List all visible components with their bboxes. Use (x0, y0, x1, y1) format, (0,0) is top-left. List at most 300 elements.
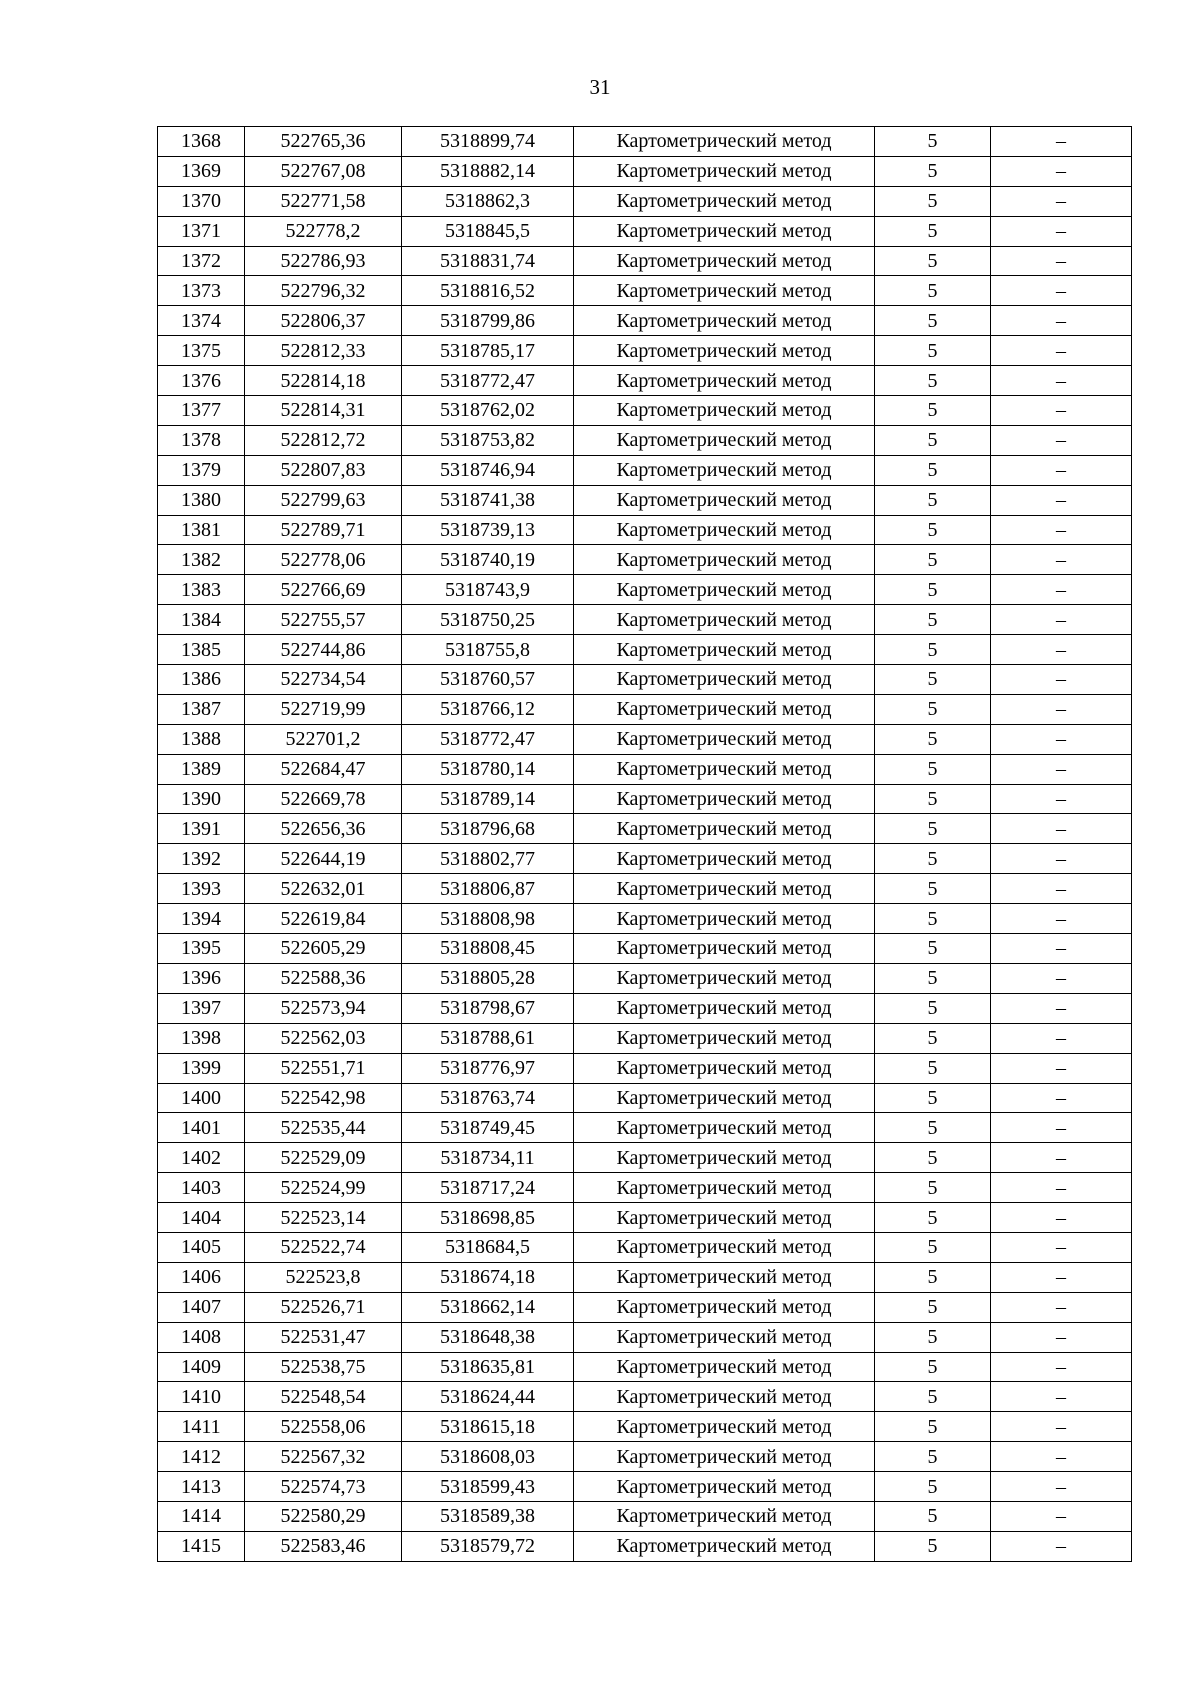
accuracy-cell: 5 (875, 575, 991, 605)
x-coordinate-cell: 522542,98 (245, 1083, 402, 1113)
table-row (158, 156, 1132, 186)
method-cell: Картометрический метод (574, 1442, 875, 1472)
accuracy-cell: 5 (875, 694, 991, 724)
accuracy-cell: 5 (875, 127, 991, 157)
accuracy-cell: 5 (875, 545, 991, 575)
accuracy-cell: 5 (875, 844, 991, 874)
table-row (158, 425, 1132, 455)
x-coordinate-cell: 522778,06 (245, 545, 402, 575)
accuracy-cell: 5 (875, 784, 991, 814)
y-coordinate-cell: 5318798,67 (402, 993, 574, 1023)
accuracy-cell: 5 (875, 1352, 991, 1382)
accuracy-cell: 5 (875, 1531, 991, 1561)
description-cell: – (991, 904, 1132, 934)
y-coordinate-cell: 5318772,47 (402, 366, 574, 396)
point-number-cell: 1386 (158, 665, 245, 695)
point-number-cell: 1395 (158, 934, 245, 964)
point-number-cell: 1407 (158, 1292, 245, 1322)
point-number-cell: 1369 (158, 156, 245, 186)
method-cell: Картометрический метод (574, 635, 875, 665)
description-cell: – (991, 425, 1132, 455)
description-cell: – (991, 1113, 1132, 1143)
method-cell: Картометрический метод (574, 1232, 875, 1262)
accuracy-cell: 5 (875, 1472, 991, 1502)
table-row (158, 814, 1132, 844)
method-cell: Картометрический метод (574, 665, 875, 695)
accuracy-cell: 5 (875, 276, 991, 306)
x-coordinate-cell: 522734,54 (245, 665, 402, 695)
x-coordinate-cell: 522567,32 (245, 1442, 402, 1472)
x-coordinate-cell: 522814,18 (245, 366, 402, 396)
x-coordinate-cell: 522526,71 (245, 1292, 402, 1322)
description-cell: – (991, 515, 1132, 545)
point-number-cell: 1376 (158, 366, 245, 396)
table-row (158, 1053, 1132, 1083)
y-coordinate-cell: 5318806,87 (402, 874, 574, 904)
description-cell: – (991, 1023, 1132, 1053)
y-coordinate-cell: 5318789,14 (402, 784, 574, 814)
y-coordinate-cell: 5318802,77 (402, 844, 574, 874)
description-cell: – (991, 336, 1132, 366)
x-coordinate-cell: 522789,71 (245, 515, 402, 545)
point-number-cell: 1393 (158, 874, 245, 904)
point-number-cell: 1399 (158, 1053, 245, 1083)
accuracy-cell: 5 (875, 1113, 991, 1143)
x-coordinate-cell: 522538,75 (245, 1352, 402, 1382)
table-row (158, 1083, 1132, 1113)
y-coordinate-cell: 5318743,9 (402, 575, 574, 605)
y-coordinate-cell: 5318749,45 (402, 1113, 574, 1143)
accuracy-cell: 5 (875, 993, 991, 1023)
description-cell: – (991, 1501, 1132, 1531)
method-cell: Картометрический метод (574, 1203, 875, 1233)
accuracy-cell: 5 (875, 904, 991, 934)
y-coordinate-cell: 5318845,5 (402, 216, 574, 246)
table-row (158, 1501, 1132, 1531)
accuracy-cell: 5 (875, 336, 991, 366)
description-cell: – (991, 874, 1132, 904)
accuracy-cell: 5 (875, 1143, 991, 1173)
accuracy-cell: 5 (875, 1262, 991, 1292)
y-coordinate-cell: 5318608,03 (402, 1442, 574, 1472)
method-cell: Картометрический метод (574, 874, 875, 904)
description-cell: – (991, 993, 1132, 1023)
table-row (158, 1232, 1132, 1262)
method-cell: Картометрический метод (574, 1472, 875, 1502)
table-row (158, 844, 1132, 874)
method-cell: Картометрический метод (574, 1083, 875, 1113)
accuracy-cell: 5 (875, 455, 991, 485)
description-cell: – (991, 276, 1132, 306)
table-row (158, 276, 1132, 306)
accuracy-cell: 5 (875, 934, 991, 964)
table-row (158, 336, 1132, 366)
point-number-cell: 1368 (158, 127, 245, 157)
accuracy-cell: 5 (875, 1501, 991, 1531)
table-row (158, 455, 1132, 485)
point-number-cell: 1396 (158, 963, 245, 993)
description-cell: – (991, 575, 1132, 605)
x-coordinate-cell: 522574,73 (245, 1472, 402, 1502)
point-number-cell: 1380 (158, 485, 245, 515)
accuracy-cell: 5 (875, 1412, 991, 1442)
point-number-cell: 1411 (158, 1412, 245, 1442)
method-cell: Картометрический метод (574, 963, 875, 993)
x-coordinate-cell: 522799,63 (245, 485, 402, 515)
point-number-cell: 1387 (158, 694, 245, 724)
accuracy-cell: 5 (875, 1292, 991, 1322)
method-cell: Картометрический метод (574, 545, 875, 575)
table-row (158, 1442, 1132, 1472)
method-cell: Картометрический метод (574, 515, 875, 545)
y-coordinate-cell: 5318615,18 (402, 1412, 574, 1442)
x-coordinate-cell: 522786,93 (245, 246, 402, 276)
description-cell: – (991, 156, 1132, 186)
y-coordinate-cell: 5318624,44 (402, 1382, 574, 1412)
method-cell: Картометрический метод (574, 1113, 875, 1143)
y-coordinate-cell: 5318648,38 (402, 1322, 574, 1352)
x-coordinate-cell: 522765,36 (245, 127, 402, 157)
x-coordinate-cell: 522766,69 (245, 575, 402, 605)
x-coordinate-cell: 522632,01 (245, 874, 402, 904)
y-coordinate-cell: 5318599,43 (402, 1472, 574, 1502)
coordinates-table-body (158, 127, 1132, 1562)
method-cell: Картометрический метод (574, 724, 875, 754)
point-number-cell: 1412 (158, 1442, 245, 1472)
description-cell: – (991, 605, 1132, 635)
x-coordinate-cell: 522807,83 (245, 455, 402, 485)
description-cell: – (991, 934, 1132, 964)
y-coordinate-cell: 5318760,57 (402, 665, 574, 695)
table-row (158, 366, 1132, 396)
description-cell: – (991, 1382, 1132, 1412)
method-cell: Картометрический метод (574, 754, 875, 784)
accuracy-cell: 5 (875, 396, 991, 426)
method-cell: Картометрический метод (574, 904, 875, 934)
method-cell: Картометрический метод (574, 694, 875, 724)
point-number-cell: 1410 (158, 1382, 245, 1412)
y-coordinate-cell: 5318816,52 (402, 276, 574, 306)
x-coordinate-cell: 522531,47 (245, 1322, 402, 1352)
method-cell: Картометрический метод (574, 1143, 875, 1173)
table-row (158, 904, 1132, 934)
point-number-cell: 1413 (158, 1472, 245, 1502)
description-cell: – (991, 216, 1132, 246)
method-cell: Картометрический метод (574, 1352, 875, 1382)
table-row (158, 605, 1132, 635)
description-cell: – (991, 1442, 1132, 1472)
accuracy-cell: 5 (875, 635, 991, 665)
accuracy-cell: 5 (875, 366, 991, 396)
table-row (158, 396, 1132, 426)
accuracy-cell: 5 (875, 1322, 991, 1352)
x-coordinate-cell: 522588,36 (245, 963, 402, 993)
y-coordinate-cell: 5318674,18 (402, 1262, 574, 1292)
point-number-cell: 1371 (158, 216, 245, 246)
point-number-cell: 1383 (158, 575, 245, 605)
description-cell: – (991, 1232, 1132, 1262)
point-number-cell: 1370 (158, 186, 245, 216)
x-coordinate-cell: 522744,86 (245, 635, 402, 665)
method-cell: Картометрический метод (574, 276, 875, 306)
method-cell: Картометрический метод (574, 156, 875, 186)
method-cell: Картометрический метод (574, 1412, 875, 1442)
method-cell: Картометрический метод (574, 336, 875, 366)
point-number-cell: 1408 (158, 1322, 245, 1352)
x-coordinate-cell: 522619,84 (245, 904, 402, 934)
y-coordinate-cell: 5318739,13 (402, 515, 574, 545)
description-cell: – (991, 306, 1132, 336)
description-cell: – (991, 1352, 1132, 1382)
description-cell: – (991, 1412, 1132, 1442)
table-row (158, 963, 1132, 993)
method-cell: Картометрический метод (574, 455, 875, 485)
description-cell: – (991, 545, 1132, 575)
y-coordinate-cell: 5318717,24 (402, 1173, 574, 1203)
point-number-cell: 1372 (158, 246, 245, 276)
method-cell: Картометрический метод (574, 814, 875, 844)
point-number-cell: 1374 (158, 306, 245, 336)
y-coordinate-cell: 5318796,68 (402, 814, 574, 844)
table-row (158, 694, 1132, 724)
description-cell: – (991, 1143, 1132, 1173)
description-cell: – (991, 366, 1132, 396)
table-row (158, 635, 1132, 665)
method-cell: Картометрический метод (574, 127, 875, 157)
point-number-cell: 1375 (158, 336, 245, 366)
accuracy-cell: 5 (875, 306, 991, 336)
description-cell: – (991, 1053, 1132, 1083)
method-cell: Картометрический метод (574, 993, 875, 1023)
point-number-cell: 1382 (158, 545, 245, 575)
description-cell: – (991, 665, 1132, 695)
x-coordinate-cell: 522719,99 (245, 694, 402, 724)
accuracy-cell: 5 (875, 1232, 991, 1262)
x-coordinate-cell: 522529,09 (245, 1143, 402, 1173)
description-cell: – (991, 1472, 1132, 1502)
point-number-cell: 1377 (158, 396, 245, 426)
table-row (158, 1382, 1132, 1412)
y-coordinate-cell: 5318805,28 (402, 963, 574, 993)
point-number-cell: 1392 (158, 844, 245, 874)
y-coordinate-cell: 5318776,97 (402, 1053, 574, 1083)
description-cell: – (991, 784, 1132, 814)
x-coordinate-cell: 522523,8 (245, 1262, 402, 1292)
method-cell: Картометрический метод (574, 605, 875, 635)
x-coordinate-cell: 522778,2 (245, 216, 402, 246)
y-coordinate-cell: 5318772,47 (402, 724, 574, 754)
accuracy-cell: 5 (875, 724, 991, 754)
point-number-cell: 1409 (158, 1352, 245, 1382)
description-cell: – (991, 844, 1132, 874)
table-row (158, 1412, 1132, 1442)
y-coordinate-cell: 5318579,72 (402, 1531, 574, 1561)
accuracy-cell: 5 (875, 814, 991, 844)
x-coordinate-cell: 522656,36 (245, 814, 402, 844)
table-row (158, 934, 1132, 964)
table-row (158, 1531, 1132, 1561)
table-row (158, 1352, 1132, 1382)
table-row (158, 993, 1132, 1023)
table-row (158, 575, 1132, 605)
y-coordinate-cell: 5318589,38 (402, 1501, 574, 1531)
table-row (158, 1262, 1132, 1292)
y-coordinate-cell: 5318899,74 (402, 127, 574, 157)
description-cell: – (991, 127, 1132, 157)
table-row (158, 784, 1132, 814)
method-cell: Картометрический метод (574, 575, 875, 605)
description-cell: – (991, 1203, 1132, 1233)
y-coordinate-cell: 5318750,25 (402, 605, 574, 635)
method-cell: Картометрический метод (574, 1322, 875, 1352)
y-coordinate-cell: 5318740,19 (402, 545, 574, 575)
x-coordinate-cell: 522812,33 (245, 336, 402, 366)
x-coordinate-cell: 522755,57 (245, 605, 402, 635)
table-row (158, 515, 1132, 545)
accuracy-cell: 5 (875, 515, 991, 545)
point-number-cell: 1406 (158, 1262, 245, 1292)
accuracy-cell: 5 (875, 156, 991, 186)
table-row (158, 665, 1132, 695)
description-cell: – (991, 1083, 1132, 1113)
y-coordinate-cell: 5318788,61 (402, 1023, 574, 1053)
x-coordinate-cell: 522684,47 (245, 754, 402, 784)
point-number-cell: 1415 (158, 1531, 245, 1561)
description-cell: – (991, 724, 1132, 754)
x-coordinate-cell: 522580,29 (245, 1501, 402, 1531)
method-cell: Картометрический метод (574, 396, 875, 426)
x-coordinate-cell: 522558,06 (245, 1412, 402, 1442)
accuracy-cell: 5 (875, 1382, 991, 1412)
point-number-cell: 1404 (158, 1203, 245, 1233)
x-coordinate-cell: 522669,78 (245, 784, 402, 814)
accuracy-cell: 5 (875, 216, 991, 246)
y-coordinate-cell: 5318766,12 (402, 694, 574, 724)
method-cell: Картометрический метод (574, 784, 875, 814)
y-coordinate-cell: 5318831,74 (402, 246, 574, 276)
y-coordinate-cell: 5318780,14 (402, 754, 574, 784)
description-cell: – (991, 246, 1132, 276)
accuracy-cell: 5 (875, 665, 991, 695)
x-coordinate-cell: 522522,74 (245, 1232, 402, 1262)
method-cell: Картометрический метод (574, 485, 875, 515)
method-cell: Картометрический метод (574, 246, 875, 276)
accuracy-cell: 5 (875, 874, 991, 904)
point-number-cell: 1381 (158, 515, 245, 545)
x-coordinate-cell: 522583,46 (245, 1531, 402, 1561)
description-cell: – (991, 1262, 1132, 1292)
point-number-cell: 1373 (158, 276, 245, 306)
description-cell: – (991, 1322, 1132, 1352)
x-coordinate-cell: 522573,94 (245, 993, 402, 1023)
x-coordinate-cell: 522562,03 (245, 1023, 402, 1053)
y-coordinate-cell: 5318635,81 (402, 1352, 574, 1382)
table-row (158, 1203, 1132, 1233)
y-coordinate-cell: 5318734,11 (402, 1143, 574, 1173)
method-cell: Картометрический метод (574, 1382, 875, 1412)
point-number-cell: 1389 (158, 754, 245, 784)
description-cell: – (991, 1292, 1132, 1322)
table-row (158, 1023, 1132, 1053)
accuracy-cell: 5 (875, 1023, 991, 1053)
x-coordinate-cell: 522701,2 (245, 724, 402, 754)
y-coordinate-cell: 5318785,17 (402, 336, 574, 366)
point-number-cell: 1398 (158, 1023, 245, 1053)
y-coordinate-cell: 5318662,14 (402, 1292, 574, 1322)
point-number-cell: 1391 (158, 814, 245, 844)
method-cell: Картометрический метод (574, 1262, 875, 1292)
table-row (158, 127, 1132, 157)
accuracy-cell: 5 (875, 754, 991, 784)
x-coordinate-cell: 522523,14 (245, 1203, 402, 1233)
accuracy-cell: 5 (875, 485, 991, 515)
accuracy-cell: 5 (875, 425, 991, 455)
description-cell: – (991, 396, 1132, 426)
point-number-cell: 1394 (158, 904, 245, 934)
x-coordinate-cell: 522548,54 (245, 1382, 402, 1412)
method-cell: Картометрический метод (574, 1292, 875, 1322)
description-cell: – (991, 455, 1132, 485)
method-cell: Картометрический метод (574, 216, 875, 246)
description-cell: – (991, 694, 1132, 724)
method-cell: Картометрический метод (574, 1053, 875, 1083)
point-number-cell: 1400 (158, 1083, 245, 1113)
y-coordinate-cell: 5318808,45 (402, 934, 574, 964)
x-coordinate-cell: 522551,71 (245, 1053, 402, 1083)
y-coordinate-cell: 5318882,14 (402, 156, 574, 186)
table-row (158, 485, 1132, 515)
accuracy-cell: 5 (875, 1053, 991, 1083)
table-row (158, 1472, 1132, 1502)
accuracy-cell: 5 (875, 1173, 991, 1203)
table-row (158, 724, 1132, 754)
method-cell: Картометрический метод (574, 1501, 875, 1531)
table-row (158, 186, 1132, 216)
page-number: 31 (589, 75, 611, 99)
method-cell: Картометрический метод (574, 186, 875, 216)
point-number-cell: 1414 (158, 1501, 245, 1531)
point-number-cell: 1397 (158, 993, 245, 1023)
x-coordinate-cell: 522535,44 (245, 1113, 402, 1143)
point-number-cell: 1388 (158, 724, 245, 754)
y-coordinate-cell: 5318684,5 (402, 1232, 574, 1262)
x-coordinate-cell: 522771,58 (245, 186, 402, 216)
method-cell: Картометрический метод (574, 1173, 875, 1203)
description-cell: – (991, 814, 1132, 844)
method-cell: Картометрический метод (574, 1023, 875, 1053)
table-row (158, 874, 1132, 904)
point-number-cell: 1401 (158, 1113, 245, 1143)
x-coordinate-cell: 522605,29 (245, 934, 402, 964)
table-row (158, 246, 1132, 276)
accuracy-cell: 5 (875, 246, 991, 276)
x-coordinate-cell: 522814,31 (245, 396, 402, 426)
y-coordinate-cell: 5318862,3 (402, 186, 574, 216)
x-coordinate-cell: 522767,08 (245, 156, 402, 186)
table-row (158, 1173, 1132, 1203)
description-cell: – (991, 1173, 1132, 1203)
description-cell: – (991, 754, 1132, 784)
x-coordinate-cell: 522796,32 (245, 276, 402, 306)
table-row (158, 1322, 1132, 1352)
table-row (158, 216, 1132, 246)
method-cell: Картометрический метод (574, 306, 875, 336)
point-number-cell: 1385 (158, 635, 245, 665)
point-number-cell: 1405 (158, 1232, 245, 1262)
point-number-cell: 1390 (158, 784, 245, 814)
y-coordinate-cell: 5318746,94 (402, 455, 574, 485)
x-coordinate-cell: 522812,72 (245, 425, 402, 455)
